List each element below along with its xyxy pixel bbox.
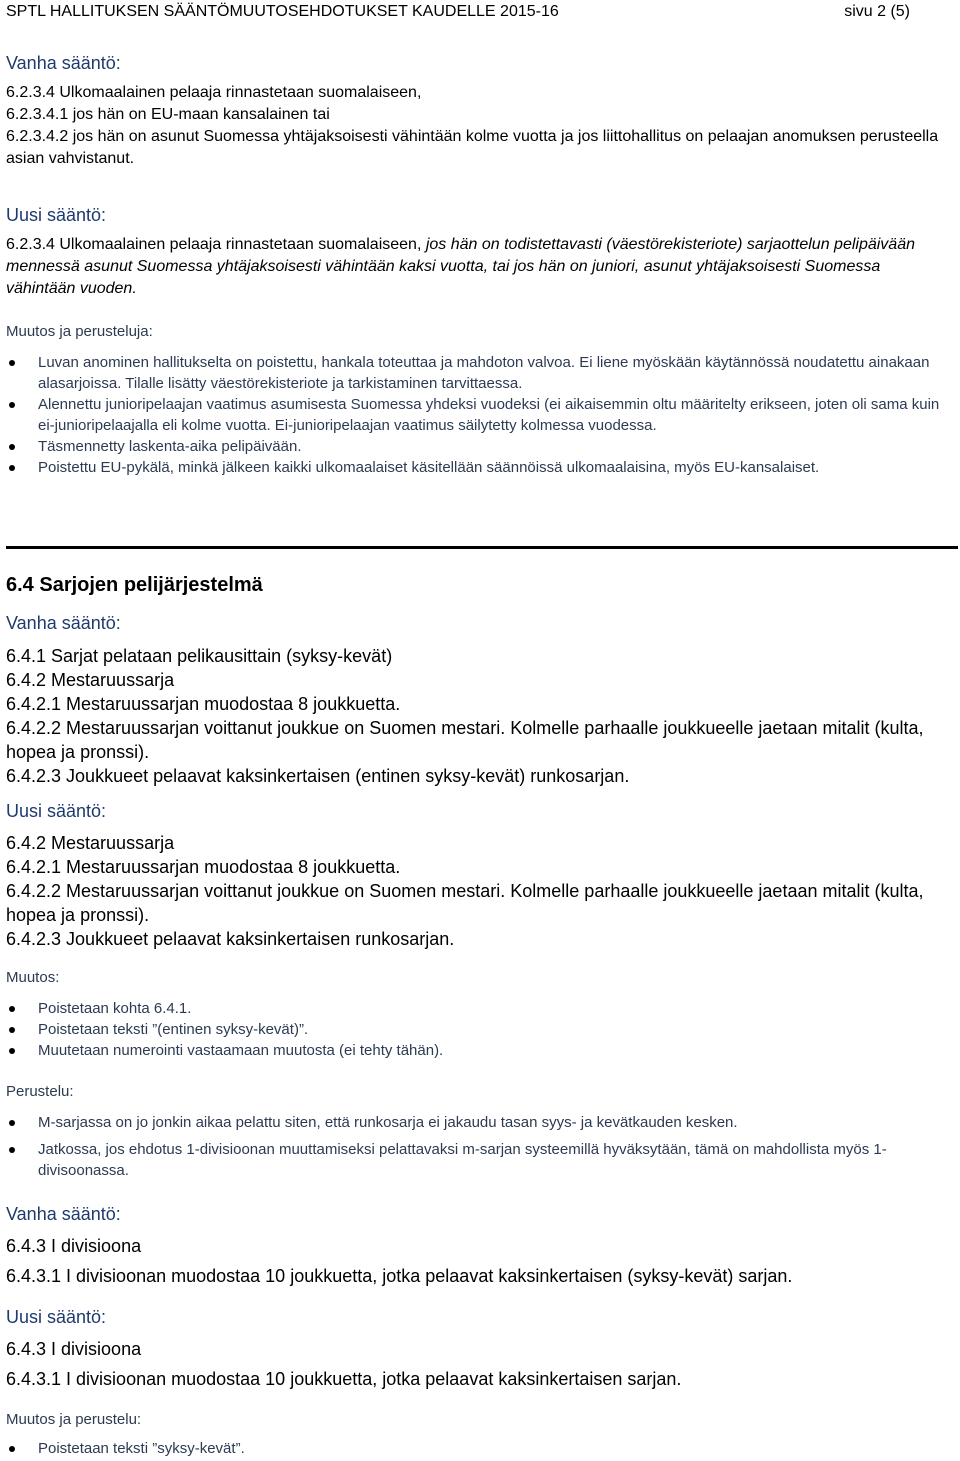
new-rule-italic: jos hän on todistettavasti (väestörekisteriote) sarjaottelun pelipäivään mennessä asunut Suomessa yhtäjaksoisesti vähintään kaksi vuotta, tai jos hän on juniori, asunut yhtäjaksoisesti Suomessa vähintään vuoden.	[6, 236, 915, 297]
bullet-icon	[9, 1446, 15, 1452]
bullet-icon	[9, 402, 15, 408]
rule-line: 6.4.2 Mestaruussarja	[6, 670, 175, 690]
rule-line: 6.4.2.3 Joukkueet pelaavat kaksinkertaisen runkosarjan.	[6, 929, 455, 949]
list-item: M-sarjassa on jo jonkin aikaa pelattu siten, että runkosarja ei jakaudu tasan syys- ja kevätkauden kesken.	[6, 1112, 950, 1133]
old-rule-label: Vanha sääntö:	[6, 613, 121, 633]
basis-list	[6, 1112, 950, 1181]
bullet-icon	[9, 444, 15, 450]
bullet-icon	[9, 1006, 15, 1012]
list-item: Poistettu EU-pykälä, minkä jälkeen kaikki ulkomaalaiset käsitellään säännöissä ulkomaalaisina, myös EU-kansalaiset.	[6, 457, 950, 478]
old-rule-text	[6, 1234, 950, 1288]
list-item: Poistetaan kohta 6.4.1.	[6, 998, 950, 1019]
rule-line: 6.4.3.1 I divisioonan muodostaa 10 joukkuetta, jotka pelaavat kaksinkertaisen sarjan.	[6, 1369, 682, 1389]
rule-line: 6.4.2.1 Mestaruussarjan muodostaa 8 joukkuetta.	[6, 857, 401, 877]
bullet-icon	[9, 360, 15, 366]
bullet-icon	[9, 465, 15, 471]
bullet-icon	[9, 1147, 15, 1153]
change-label: Muutos:	[6, 969, 60, 986]
rule-line: 6.2.3.4.1 jos hän on EU-maan kansalainen tai	[6, 106, 330, 123]
list-item: Poistetaan teksti ”syksy-kevät”.	[6, 1438, 950, 1459]
reason-label: Muutos ja perusteluja:	[6, 323, 153, 340]
rule-line: 6.4.1 Sarjat pelataan pelikausittain (syksy-kevät)	[6, 646, 393, 666]
list-item: Jatkossa, jos ehdotus 1-divisioonan muuttamiseksi pelattavaksi m-sarjan systeemillä hyväksytään, tämä on mahdollista myös 1-divisoonassa.	[6, 1139, 950, 1181]
new-rule-text	[6, 1337, 950, 1391]
new-rule-label: Uusi sääntö:	[6, 205, 107, 225]
basis-label: Perustelu:	[6, 1083, 74, 1100]
list-item: Luvan anominen hallitukselta on poistettu, hankala toteuttaa ja mahdoton valvoa. Ei liene myöskään käytännössä noudatettu ainakaan alasarjoissa. Tilalle lisätty väestörekisteriote ja tarkistaminen tarvittaessa.	[6, 352, 950, 394]
bullet-icon	[9, 1027, 15, 1033]
document-title: SPTL HALLITUKSEN SÄÄNTÖMUUTOSEHDOTUKSET KAUDELLE 2015-16	[6, 3, 559, 20]
rule-line: 6.4.3.1 I divisioonan muodostaa 10 joukkuetta, jotka pelaavat kaksinkertaisen (syksy-kevät) sarjan.	[6, 1266, 793, 1286]
new-rule-label: Uusi sääntö:	[6, 1307, 107, 1327]
old-rule-label: Vanha sääntö:	[6, 1204, 121, 1224]
rule-line: 6.4.2 Mestaruussarja	[6, 833, 175, 853]
bullet-icon	[9, 1048, 15, 1054]
reason-label: Muutos ja perustelu:	[6, 1411, 142, 1428]
old-rule-label: Vanha sääntö:	[6, 53, 121, 73]
old-rule-text	[6, 644, 950, 788]
change-list	[6, 998, 950, 1061]
reason-list	[6, 1438, 950, 1459]
new-rule-text	[6, 831, 950, 951]
rule-line: 6.4.3 I divisioona	[6, 1339, 142, 1359]
rule-line: 6.4.2.1 Mestaruussarjan muodostaa 8 joukkuetta.	[6, 694, 401, 714]
new-rule-label: Uusi sääntö:	[6, 801, 107, 821]
rule-line: 6.4.2.2 Mestaruussarjan voittanut joukkue on Suomen mestari. Kolmelle parhaalle joukkueelle jaetaan mitalit (kulta, hopea ja pronssi).	[6, 718, 924, 762]
list-item: Muutetaan numerointi vastaamaan muutosta (ei tehty tähän).	[6, 1040, 950, 1061]
page-number: sivu 2 (5)	[844, 3, 910, 20]
rule-line: 6.4.2.3 Joukkueet pelaavat kaksinkertaisen (entinen syksy-kevät) runkosarjan.	[6, 766, 630, 786]
rule-line: 6.4.3 I divisioona	[6, 1236, 142, 1256]
section-heading: 6.4 Sarjojen pelijärjestelmä	[6, 574, 263, 596]
list-item: Poistetaan teksti ”(entinen syksy-kevät)”.	[6, 1019, 950, 1040]
reason-list	[6, 352, 950, 478]
list-item: Täsmennetty laskenta-aika pelipäivään.	[6, 436, 950, 457]
bullet-icon	[9, 1120, 15, 1126]
list-item: Alennettu junioripelaajan vaatimus asumisesta Suomessa yhdeksi vuodeksi (ei aikaisemmin oltu määritelty erikseen, joten oli sama kuin ei-junioripelaajalla eli kolme vuotta. Ei-junioripelaajan vaatimus säilytetty kolmessa vuodessa.	[6, 394, 950, 436]
rule-line: 6.4.2.2 Mestaruussarjan voittanut joukkue on Suomen mestari. Kolmelle parhaalle joukkueelle jaetaan mitalit (kulta, hopea ja pronssi).	[6, 881, 924, 925]
rule-line: 6.2.3.4 Ulkomaalainen pelaaja rinnastetaan suomalaiseen,	[6, 84, 422, 101]
section-divider	[6, 546, 958, 549]
new-rule-plain: 6.2.3.4 Ulkomaalainen pelaaja rinnastetaan suomalaiseen,	[6, 236, 426, 253]
rule-line: 6.2.3.4.2 jos hän on asunut Suomessa yhtäjaksoisesti vähintään kolme vuotta ja jos liittohallitus on pelaajan anomuksen perusteella asian vahvistanut.	[6, 128, 939, 167]
old-rule-text	[6, 82, 950, 170]
new-rule-text	[6, 234, 950, 300]
